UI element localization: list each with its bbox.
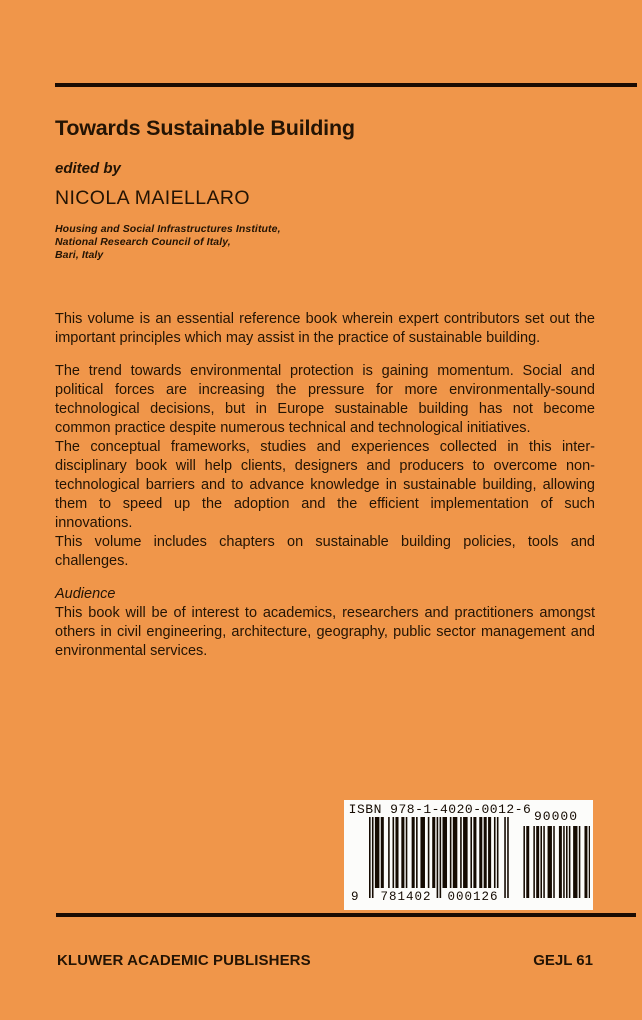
editor-name: NICOLA MAIELLARO	[55, 187, 250, 209]
body-text-line: innovations.	[55, 515, 133, 531]
affiliation-line: National Research Council of Italy,	[55, 236, 231, 248]
body-text-line: The trend towards environmental protection is gaining momentum. Social and	[55, 363, 595, 379]
blurb-paragraph	[55, 438, 595, 533]
body-text-line: The conceptual frameworks, studies and experiences collected in this inter-	[55, 439, 595, 455]
body-text-line: challenges.	[55, 553, 129, 569]
body-text-line: This volume is an essential reference book wherein expert contributors set out the	[55, 311, 595, 327]
blurb-paragraph	[55, 533, 595, 571]
affiliation-line: Bari, Italy	[55, 249, 104, 261]
book-title: Towards Sustainable Building	[55, 116, 355, 140]
body-text-line: important principles which may assist in the practice of sustainable building.	[55, 330, 541, 346]
blurb-text	[55, 310, 595, 661]
body-text-line: others in civil engineering, architecture, geography, public sector management and	[55, 624, 595, 640]
blurb-paragraph	[55, 362, 595, 438]
publisher-name: KLUWER ACADEMIC PUBLISHERS	[57, 952, 311, 969]
blurb-paragraph	[55, 310, 595, 348]
supplement-number: 90000	[533, 809, 578, 824]
series-code: GEJL 61	[533, 952, 593, 969]
ean13-digit-group2: 000126	[447, 890, 499, 904]
editor-affiliation	[55, 223, 281, 262]
body-text-line: common practice despite numerous technical and technological initiatives.	[55, 420, 531, 436]
audience-section	[55, 585, 595, 661]
isbn-number: ISBN 978-1-4020-0012-6	[348, 802, 532, 817]
affiliation-line: Housing and Social Infrastructures Institute,	[55, 223, 281, 235]
body-text-line: technological barriers and to advance knowledge in sustainable building, allowing	[55, 477, 595, 493]
top-divider	[55, 83, 637, 87]
body-text-line: them to speed up the adoption and the efficient implementation of such	[55, 496, 595, 512]
body-text-line: disciplinary book will help clients, designers and producers to overcome non-	[55, 458, 595, 474]
body-text-line: political forces are increasing the pressure for more environmentally-sound	[55, 382, 595, 398]
body-text-line: This volume includes chapters on sustainable building policies, tools and	[55, 534, 595, 550]
audience-heading: Audience	[55, 586, 116, 602]
edited-by-label: edited by	[55, 160, 121, 177]
ean13-digit-group1: 781402	[380, 890, 432, 904]
ean5-supplement-barcode	[522, 826, 590, 898]
body-text-line: This book will be of interest to academics, researchers and practitioners amongst	[55, 605, 595, 621]
ean13-digit-lead: 9	[351, 890, 360, 904]
body-text-line: technological decisions, but in Europe sustainable building has not become	[55, 401, 595, 417]
isbn-barcode-panel	[344, 800, 593, 910]
body-text-line: environmental services.	[55, 643, 208, 659]
bottom-divider	[56, 913, 636, 917]
